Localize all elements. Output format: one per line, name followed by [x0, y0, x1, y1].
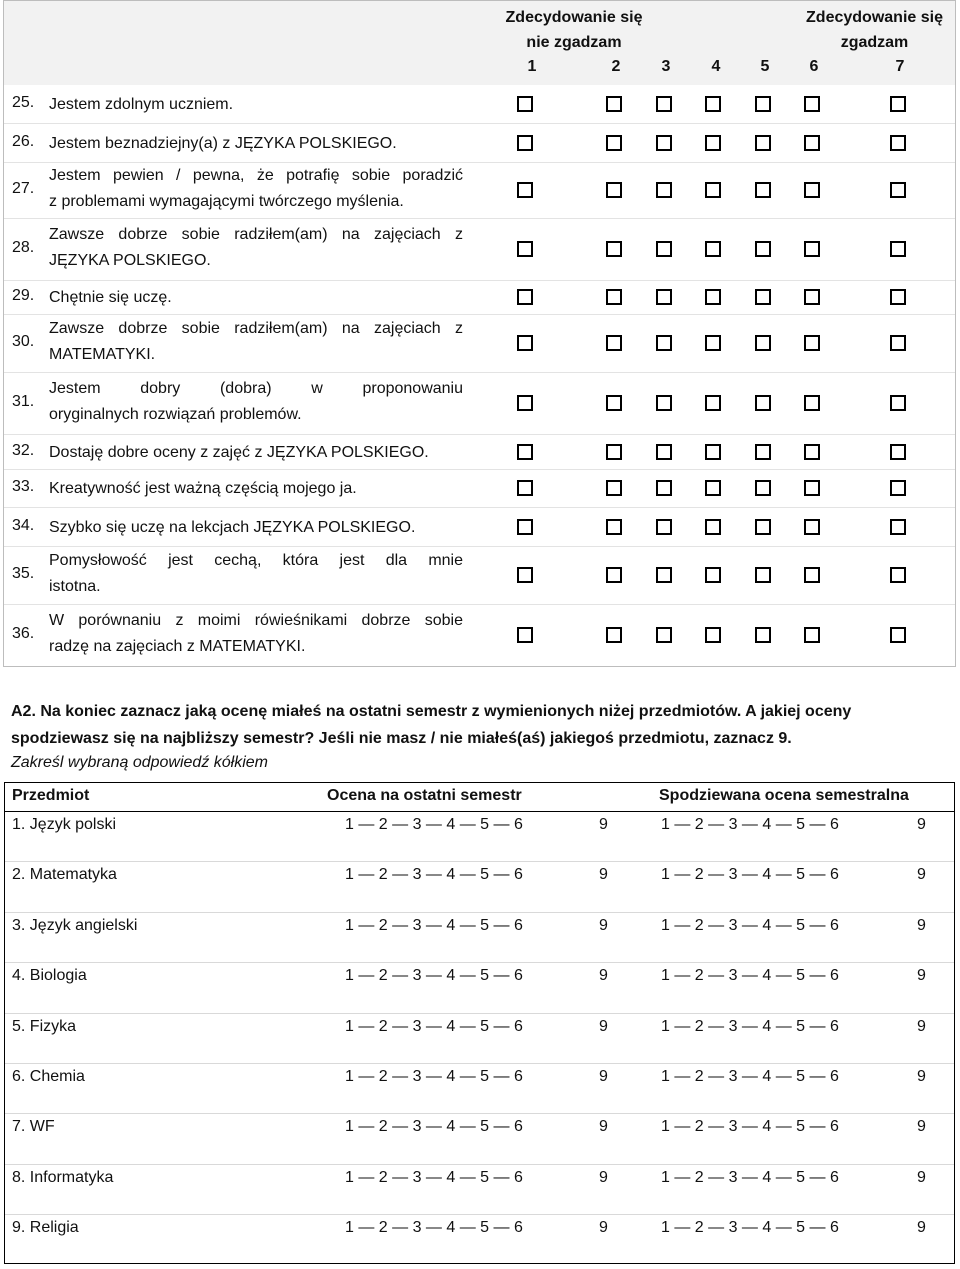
statement-text-line: radzę na zajęciach z MATEMATYKI. — [49, 638, 306, 655]
expected-grade-none-option[interactable]: 9 — [917, 1068, 926, 1085]
answer-checkbox-2[interactable] — [606, 335, 622, 351]
subject-name: 4. Biologia — [12, 967, 87, 984]
scale-number-5: 5 — [760, 58, 770, 75]
answer-checkbox-2[interactable] — [606, 289, 622, 305]
answer-checkbox-4[interactable] — [705, 96, 721, 112]
statement-row — [4, 280, 955, 314]
statement-text-line: Dostaję dobre oceny z zajęć z JĘZYKA POLSKIEGO. — [49, 443, 429, 461]
subject-name: 7. WF — [12, 1118, 55, 1135]
expected-grade-scale[interactable]: 1 — 2 — 3 — 4 — 5 — 6 — [661, 1018, 839, 1035]
statement-number: 36. — [12, 625, 35, 642]
statement-number: 25. — [12, 94, 35, 111]
statement-text — [49, 222, 463, 274]
header-expected-grade: Spodziewana ocena semestralna — [659, 787, 909, 804]
answer-checkbox-6[interactable] — [804, 182, 820, 198]
statement-number: 29. — [12, 287, 35, 304]
answer-checkbox-3[interactable] — [656, 444, 672, 460]
answer-checkbox-6[interactable] — [804, 395, 820, 411]
expected-grade-scale[interactable]: 1 — 2 — 3 — 4 — 5 — 6 — [661, 917, 839, 934]
scale-left-label — [474, 5, 674, 55]
answer-checkbox-1[interactable] — [517, 182, 533, 198]
statement-text — [49, 548, 463, 600]
grades-table — [4, 782, 955, 1264]
answer-checkbox-7[interactable] — [890, 289, 906, 305]
subject-name: 2. Matematyka — [12, 866, 117, 883]
subject-name: 8. Informatyka — [12, 1169, 114, 1186]
last-grade-none-option[interactable]: 9 — [599, 1219, 608, 1236]
expected-grade-scale[interactable]: 1 — 2 — 3 — 4 — 5 — 6 — [661, 967, 839, 984]
answer-checkbox-3[interactable] — [656, 395, 672, 411]
answer-checkbox-3[interactable] — [656, 289, 672, 305]
answer-checkbox-7[interactable] — [890, 395, 906, 411]
answer-checkbox-2[interactable] — [606, 182, 622, 198]
answer-checkbox-1[interactable] — [517, 289, 533, 305]
answer-checkbox-1[interactable] — [517, 567, 533, 583]
answer-checkbox-6[interactable] — [804, 480, 820, 496]
scale-number-7: 7 — [895, 58, 905, 75]
answer-checkbox-5[interactable] — [755, 182, 771, 198]
statement-text-line: z problemami wymagającymi twórczego myślenia. — [49, 193, 404, 210]
answer-checkbox-2[interactable] — [606, 135, 622, 151]
answer-checkbox-1[interactable] — [517, 480, 533, 496]
statement-row — [4, 85, 955, 123]
statement-text-line: Zawsze dobrze sobie radziłem(am) na zajęciach z — [49, 226, 463, 243]
row-divider — [5, 861, 954, 862]
answer-checkbox-4[interactable] — [705, 627, 721, 643]
answer-checkbox-7[interactable] — [890, 135, 906, 151]
statement-text — [49, 440, 429, 466]
last-grade-scale[interactable]: 1 — 2 — 3 — 4 — 5 — 6 — [345, 917, 523, 934]
last-grade-none-option[interactable]: 9 — [599, 816, 608, 833]
answer-checkbox-1[interactable] — [517, 96, 533, 112]
statement-text — [49, 476, 357, 502]
statement-row — [4, 434, 955, 469]
answer-checkbox-7[interactable] — [890, 96, 906, 112]
likert-header — [3, 0, 956, 85]
answer-checkbox-3[interactable] — [656, 627, 672, 643]
answer-checkbox-7[interactable] — [890, 519, 906, 535]
answer-checkbox-7[interactable] — [890, 241, 906, 257]
statement-text — [49, 376, 463, 428]
answer-checkbox-4[interactable] — [705, 241, 721, 257]
answer-checkbox-7[interactable] — [890, 567, 906, 583]
answer-checkbox-2[interactable] — [606, 567, 622, 583]
answer-checkbox-4[interactable] — [705, 519, 721, 535]
answer-checkbox-5[interactable] — [755, 627, 771, 643]
answer-checkbox-4[interactable] — [705, 182, 721, 198]
statement-number: 30. — [12, 333, 35, 350]
answer-checkbox-7[interactable] — [890, 444, 906, 460]
statement-text-line: Jestem pewien / pewna, że potrafię sobie poradzić — [49, 167, 463, 184]
scale-number-6: 6 — [809, 58, 819, 75]
answer-checkbox-3[interactable] — [656, 519, 672, 535]
answer-checkbox-4[interactable] — [705, 289, 721, 305]
last-grade-none-option[interactable]: 9 — [599, 1169, 608, 1186]
answer-checkbox-4[interactable] — [705, 135, 721, 151]
header-last-grade: Ocena na ostatni semestr — [327, 787, 522, 804]
answer-checkbox-4[interactable] — [705, 395, 721, 411]
statement-text-line: Zawsze dobrze sobie radziłem(am) na zajęciach z — [49, 320, 463, 337]
scale-number-1: 1 — [527, 58, 537, 75]
answer-checkbox-5[interactable] — [755, 519, 771, 535]
last-grade-scale[interactable]: 1 — 2 — 3 — 4 — 5 — 6 — [345, 866, 523, 883]
answer-checkbox-2[interactable] — [606, 395, 622, 411]
statement-row — [4, 372, 955, 434]
subject-name: 5. Fizyka — [12, 1018, 77, 1035]
answer-checkbox-5[interactable] — [755, 241, 771, 257]
answer-checkbox-1[interactable] — [517, 241, 533, 257]
statement-row — [4, 123, 955, 162]
row-divider — [5, 1013, 954, 1014]
answer-checkbox-6[interactable] — [804, 135, 820, 151]
last-grade-none-option[interactable]: 9 — [599, 917, 608, 934]
last-grade-scale[interactable]: 1 — 2 — 3 — 4 — 5 — 6 — [345, 1169, 523, 1186]
statement-number: 32. — [12, 441, 35, 459]
expected-grade-scale[interactable]: 1 — 2 — 3 — 4 — 5 — 6 — [661, 1068, 839, 1085]
answer-checkbox-5[interactable] — [755, 480, 771, 496]
answer-checkbox-6[interactable] — [804, 96, 820, 112]
expected-grade-none-option[interactable]: 9 — [917, 866, 926, 883]
answer-checkbox-3[interactable] — [656, 182, 672, 198]
expected-grade-scale[interactable]: 1 — 2 — 3 — 4 — 5 — 6 — [661, 866, 839, 883]
statement-text — [49, 163, 463, 215]
statement-text-line: Kreatywność jest ważną częścią mojego ja. — [49, 480, 357, 497]
answer-checkbox-5[interactable] — [755, 135, 771, 151]
expected-grade-scale[interactable]: 1 — 2 — 3 — 4 — 5 — 6 — [661, 1219, 839, 1236]
scale-number-4: 4 — [711, 58, 721, 75]
answer-checkbox-6[interactable] — [804, 519, 820, 535]
answer-checkbox-6[interactable] — [804, 241, 820, 257]
expected-grade-none-option[interactable]: 9 — [917, 917, 926, 934]
answer-checkbox-7[interactable] — [890, 480, 906, 496]
expected-grade-scale[interactable]: 1 — 2 — 3 — 4 — 5 — 6 — [661, 1169, 839, 1186]
last-grade-none-option[interactable]: 9 — [599, 1018, 608, 1035]
scale-number-2: 2 — [611, 58, 621, 75]
row-divider — [5, 912, 954, 913]
statement-text — [49, 608, 463, 660]
expected-grade-scale[interactable]: 1 — 2 — 3 — 4 — 5 — 6 — [661, 816, 839, 833]
answer-checkbox-1[interactable] — [517, 135, 533, 151]
scale-right-label-line2: zgadzam — [840, 34, 909, 51]
section-a2-instruction: Zakreśl wybraną odpowiedź kółkiem — [11, 754, 268, 771]
subject-name: 1. Język polski — [12, 816, 117, 833]
statement-row — [4, 469, 955, 507]
statement-text-line: JĘZYKA POLSKIEGO. — [49, 252, 211, 269]
statement-text-line: Pomysłowość jest cechą, która jest dla mnie — [49, 552, 463, 569]
statement-number: 31. — [12, 393, 35, 410]
section-a2-title — [11, 698, 941, 752]
expected-grade-none-option[interactable]: 9 — [917, 816, 926, 833]
statement-number: 28. — [12, 239, 35, 256]
answer-checkbox-3[interactable] — [656, 96, 672, 112]
statement-text-line: Chętnie się uczę. — [49, 289, 172, 306]
row-divider — [5, 1214, 954, 1215]
statement-text-line: MATEMATYKI. — [49, 346, 156, 363]
scale-left-label-line2: nie zgadzam — [526, 34, 622, 51]
section-a2-title-line2: spodziewasz się na najbliższy semestr? Jeśli nie masz / nie miałeś(aś) jakiegoś przedmiotu, zaznacz 9. — [11, 730, 792, 747]
answer-checkbox-3[interactable] — [656, 241, 672, 257]
answer-checkbox-7[interactable] — [890, 627, 906, 643]
last-grade-none-option[interactable]: 9 — [599, 967, 608, 984]
subject-name: 6. Chemia — [12, 1068, 85, 1085]
last-grade-scale[interactable]: 1 — 2 — 3 — 4 — 5 — 6 — [345, 1068, 523, 1085]
row-divider — [5, 1063, 954, 1064]
answer-checkbox-4[interactable] — [705, 444, 721, 460]
statement-row — [4, 218, 955, 280]
statement-number: 33. — [12, 478, 35, 495]
answer-checkbox-3[interactable] — [656, 335, 672, 351]
answer-checkbox-4[interactable] — [705, 335, 721, 351]
scale-right-label — [792, 5, 957, 55]
last-grade-scale[interactable]: 1 — 2 — 3 — 4 — 5 — 6 — [345, 1219, 523, 1236]
answer-checkbox-5[interactable] — [755, 444, 771, 460]
answer-checkbox-6[interactable] — [804, 289, 820, 305]
answer-checkbox-2[interactable] — [606, 627, 622, 643]
statement-text — [49, 131, 397, 157]
answer-checkbox-1[interactable] — [517, 444, 533, 460]
statement-text-line: Jestem dobry (dobra) w proponowaniu — [49, 380, 463, 397]
statement-text-line: oryginalnych rozwiązań problemów. — [49, 406, 302, 423]
statement-text-line: Jestem zdolnym uczniem. — [49, 96, 234, 113]
scale-right-label-line1: Zdecydowanie się — [806, 9, 943, 26]
row-divider — [5, 1113, 954, 1114]
answer-checkbox-7[interactable] — [890, 182, 906, 198]
answer-checkbox-6[interactable] — [804, 444, 820, 460]
subject-name: 3. Język angielski — [12, 917, 138, 934]
statement-number: 26. — [12, 132, 35, 150]
last-grade-scale[interactable]: 1 — 2 — 3 — 4 — 5 — 6 — [345, 1118, 523, 1135]
section-a2-title-line1: A2. Na koniec zaznacz jaką ocenę miałeś na ostatni semestr z wymienionych niżej przedmiotów. A jakiej oceny — [11, 703, 852, 720]
statement-row — [4, 162, 955, 218]
expected-grade-none-option[interactable]: 9 — [917, 967, 926, 984]
statement-text-line: Szybko się uczę na lekcjach JĘZYKA POLSKIEGO. — [49, 518, 416, 536]
answer-checkbox-2[interactable] — [606, 480, 622, 496]
answer-checkbox-3[interactable] — [656, 480, 672, 496]
answer-checkbox-5[interactable] — [755, 289, 771, 305]
answer-checkbox-1[interactable] — [517, 335, 533, 351]
statement-text — [49, 285, 172, 311]
last-grade-none-option[interactable]: 9 — [599, 1118, 608, 1135]
answer-checkbox-6[interactable] — [804, 627, 820, 643]
answer-checkbox-3[interactable] — [656, 135, 672, 151]
answer-checkbox-5[interactable] — [755, 335, 771, 351]
answer-checkbox-2[interactable] — [606, 444, 622, 460]
answer-checkbox-4[interactable] — [705, 567, 721, 583]
statement-text — [49, 316, 463, 368]
last-grade-none-option[interactable]: 9 — [599, 866, 608, 883]
answer-checkbox-2[interactable] — [606, 241, 622, 257]
answer-checkbox-2[interactable] — [606, 519, 622, 535]
statement-row — [4, 546, 955, 604]
expected-grade-none-option[interactable]: 9 — [917, 1018, 926, 1035]
statement-number: 34. — [12, 516, 35, 534]
last-grade-scale[interactable]: 1 — 2 — 3 — 4 — 5 — 6 — [345, 967, 523, 984]
answer-checkbox-4[interactable] — [705, 480, 721, 496]
grades-table-header — [5, 783, 954, 812]
statement-row — [4, 604, 955, 666]
answer-checkbox-2[interactable] — [606, 96, 622, 112]
row-divider — [5, 962, 954, 963]
subject-name: 9. Religia — [12, 1219, 79, 1236]
expected-grade-none-option[interactable]: 9 — [917, 1169, 926, 1186]
answer-checkbox-1[interactable] — [517, 627, 533, 643]
answer-checkbox-5[interactable] — [755, 567, 771, 583]
row-divider — [5, 1164, 954, 1165]
answer-checkbox-3[interactable] — [656, 567, 672, 583]
answer-checkbox-7[interactable] — [890, 335, 906, 351]
statement-number: 27. — [12, 180, 35, 197]
statement-row — [4, 314, 955, 372]
answer-checkbox-6[interactable] — [804, 335, 820, 351]
last-grade-scale[interactable]: 1 — 2 — 3 — 4 — 5 — 6 — [345, 1018, 523, 1035]
answer-checkbox-1[interactable] — [517, 395, 533, 411]
expected-grade-none-option[interactable]: 9 — [917, 1118, 926, 1135]
statement-text-line: Jestem beznadziejny(a) z JĘZYKA POLSKIEGO. — [49, 134, 397, 152]
statement-text-line: istotna. — [49, 578, 101, 595]
statement-text-line: W porównaniu z moimi rówieśnikami dobrze sobie — [49, 612, 463, 629]
last-grade-scale[interactable]: 1 — 2 — 3 — 4 — 5 — 6 — [345, 816, 523, 833]
statement-number: 35. — [12, 565, 35, 582]
statement-row — [4, 507, 955, 546]
answer-checkbox-5[interactable] — [755, 395, 771, 411]
expected-grade-scale[interactable]: 1 — 2 — 3 — 4 — 5 — 6 — [661, 1118, 839, 1135]
scale-left-label-line1: Zdecydowanie się — [505, 9, 643, 26]
last-grade-none-option[interactable]: 9 — [599, 1068, 608, 1085]
answer-checkbox-1[interactable] — [517, 519, 533, 535]
statement-text — [49, 515, 415, 541]
header-subject: Przedmiot — [12, 787, 90, 804]
answer-checkbox-6[interactable] — [804, 567, 820, 583]
statement-text — [49, 92, 233, 118]
answer-checkbox-5[interactable] — [755, 96, 771, 112]
expected-grade-none-option[interactable]: 9 — [917, 1219, 926, 1236]
scale-number-3: 3 — [661, 58, 671, 75]
